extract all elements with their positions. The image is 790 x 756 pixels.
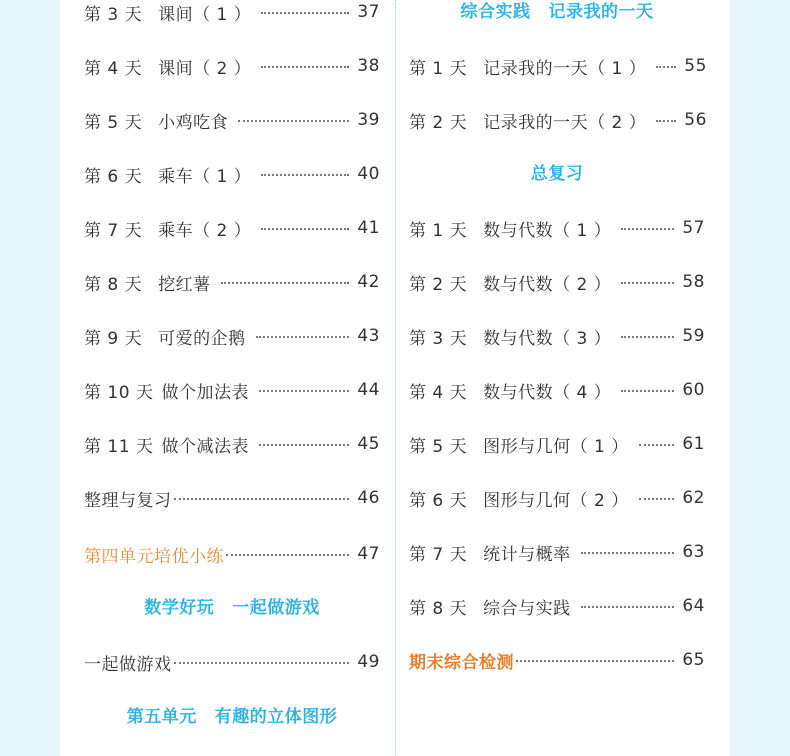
leader-dots (259, 390, 349, 392)
entry-page: 55 (684, 56, 707, 76)
entry-day: 第 3 天 (409, 328, 468, 349)
toc-entry-review[interactable] (84, 486, 380, 510)
section-heading-unit5 (84, 705, 380, 729)
entry-page: 65 (682, 650, 705, 670)
entry-title: 图形与几何（ 2 ） (483, 490, 629, 511)
entry-title: 整理与复习 (84, 490, 172, 511)
entry-page: 46 (357, 488, 380, 508)
entry-title: 乘车（ 1 ） (158, 166, 252, 187)
entry-title: 可爱的企鹅 (158, 328, 246, 349)
entry-day: 第 3 天 (84, 4, 143, 25)
leader-dots (174, 662, 350, 664)
entry-day: 第 4 天 (84, 58, 143, 79)
entry-day: 第 9 天 (84, 328, 143, 349)
entry-page: 37 (357, 2, 380, 22)
leader-dots (174, 498, 350, 500)
entry-day: 第 2 天 (409, 274, 468, 295)
leader-dots (639, 498, 675, 500)
entry-page: 62 (682, 488, 705, 508)
toc-entry[interactable] (84, 54, 380, 78)
leader-dots (261, 174, 349, 176)
entry-page: 42 (357, 272, 380, 292)
entry-page: 41 (357, 218, 380, 238)
toc-entry[interactable] (409, 432, 705, 456)
entry-page: 45 (357, 434, 380, 454)
toc-entry[interactable] (409, 54, 705, 78)
entry-day: 第 1 天 (409, 58, 468, 79)
entry-title: 综合与实践 (483, 598, 571, 619)
section-heading-practice (409, 0, 705, 24)
leader-dots (581, 552, 675, 554)
entry-page: 58 (682, 272, 705, 292)
leader-dots (259, 444, 349, 446)
leader-dots (621, 282, 674, 284)
entry-title: 做个减法表 (161, 436, 249, 457)
heading-part: 一起做游戏 (232, 598, 320, 618)
entry-title: 记录我的一天（ 1 ） (483, 58, 647, 79)
entry-title: 数与代数（ 3 ） (483, 328, 612, 349)
heading-part: 第五单元 (126, 707, 197, 727)
section-heading-game (84, 596, 380, 620)
toc-entry[interactable] (84, 270, 380, 294)
heading-part: 综合实践 (460, 2, 531, 22)
toc-entry[interactable] (84, 162, 380, 186)
entry-day: 第 11 天 (84, 436, 154, 457)
entry-title: 乘车（ 2 ） (158, 220, 252, 241)
entry-day: 第 6 天 (409, 490, 468, 511)
entry-page: 44 (357, 380, 380, 400)
entry-title: 期末综合检测 (409, 652, 514, 673)
toc-entry[interactable] (84, 432, 380, 456)
toc-entry[interactable] (409, 378, 705, 402)
entry-day: 第 4 天 (409, 382, 468, 403)
entry-day: 第 8 天 (409, 598, 468, 619)
entry-title: 挖红薯 (158, 274, 211, 295)
entry-page: 59 (682, 326, 705, 346)
entry-day: 第 7 天 (84, 220, 143, 241)
entry-page: 57 (682, 218, 705, 238)
leader-dots (656, 120, 676, 122)
entry-title: 记录我的一天（ 2 ） (483, 112, 647, 133)
entry-day: 第 5 天 (409, 436, 468, 457)
leader-dots (256, 336, 350, 338)
heading-part: 数学好玩 (144, 598, 215, 618)
entry-title: 一起做游戏 (84, 654, 172, 675)
entry-title: 小鸡吃食 (158, 112, 229, 133)
entry-page: 43 (357, 326, 380, 346)
entry-day: 第 2 天 (409, 112, 468, 133)
entry-page: 63 (682, 542, 705, 562)
leader-dots (581, 606, 675, 608)
entry-title: 数与代数（ 1 ） (483, 220, 612, 241)
entry-title: 做个加法表 (161, 382, 249, 403)
toc-entry[interactable] (84, 216, 380, 240)
entry-page: 64 (682, 596, 705, 616)
leader-dots (226, 554, 349, 556)
toc-entry[interactable] (84, 108, 380, 132)
entry-title: 统计与概率 (483, 544, 571, 565)
leader-dots (221, 282, 350, 284)
toc-entry[interactable] (409, 594, 705, 618)
toc-entry[interactable] (84, 378, 380, 402)
entry-day: 第 7 天 (409, 544, 468, 565)
entry-page: 61 (682, 434, 705, 454)
toc-entry[interactable] (409, 270, 705, 294)
leader-dots (238, 120, 349, 122)
section-heading-review: 总复习 (530, 164, 584, 184)
entry-day: 第 5 天 (84, 112, 143, 133)
toc-entry[interactable] (409, 540, 705, 564)
toc-entry-final-exam[interactable] (409, 648, 705, 672)
entry-day: 第 8 天 (84, 274, 143, 295)
heading-part: 记录我的一天 (548, 2, 654, 22)
entry-page: 39 (357, 110, 380, 130)
entry-title: 数与代数（ 2 ） (483, 274, 612, 295)
entry-title: 图形与几何（ 1 ） (483, 436, 629, 457)
heading-part: 有趣的立体图形 (214, 707, 338, 727)
entry-day: 第 6 天 (84, 166, 143, 187)
entry-title: 课间（ 2 ） (158, 58, 252, 79)
toc-entry[interactable] (409, 324, 705, 348)
leader-dots (621, 336, 674, 338)
toc-entry-practice[interactable] (84, 542, 380, 566)
entry-title: 第四单元培优小练 (84, 546, 224, 567)
entry-page: 60 (682, 380, 705, 400)
entry-day: 第 1 天 (409, 220, 468, 241)
entry-page: 38 (357, 56, 380, 76)
leader-dots (639, 444, 675, 446)
toc-entry[interactable] (409, 108, 705, 132)
toc-entry[interactable] (84, 0, 380, 24)
toc-entry[interactable] (409, 486, 705, 510)
entry-page: 40 (357, 164, 380, 184)
entry-day: 第 10 天 (84, 382, 154, 403)
leader-dots (261, 228, 349, 230)
leader-dots (261, 66, 349, 68)
leader-dots (621, 228, 674, 230)
leader-dots (621, 390, 674, 392)
entry-title: 数与代数（ 4 ） (483, 382, 612, 403)
toc-entry[interactable] (409, 216, 705, 240)
toc-entry[interactable] (84, 324, 380, 348)
entry-page: 47 (357, 544, 380, 564)
entry-title: 课间（ 1 ） (158, 4, 252, 25)
toc-entry-game[interactable] (84, 650, 380, 674)
entry-page: 49 (357, 652, 380, 672)
leader-dots (656, 66, 676, 68)
entry-page: 56 (684, 110, 707, 130)
leader-dots (516, 660, 674, 662)
leader-dots (261, 12, 349, 14)
column-divider (395, 0, 396, 756)
